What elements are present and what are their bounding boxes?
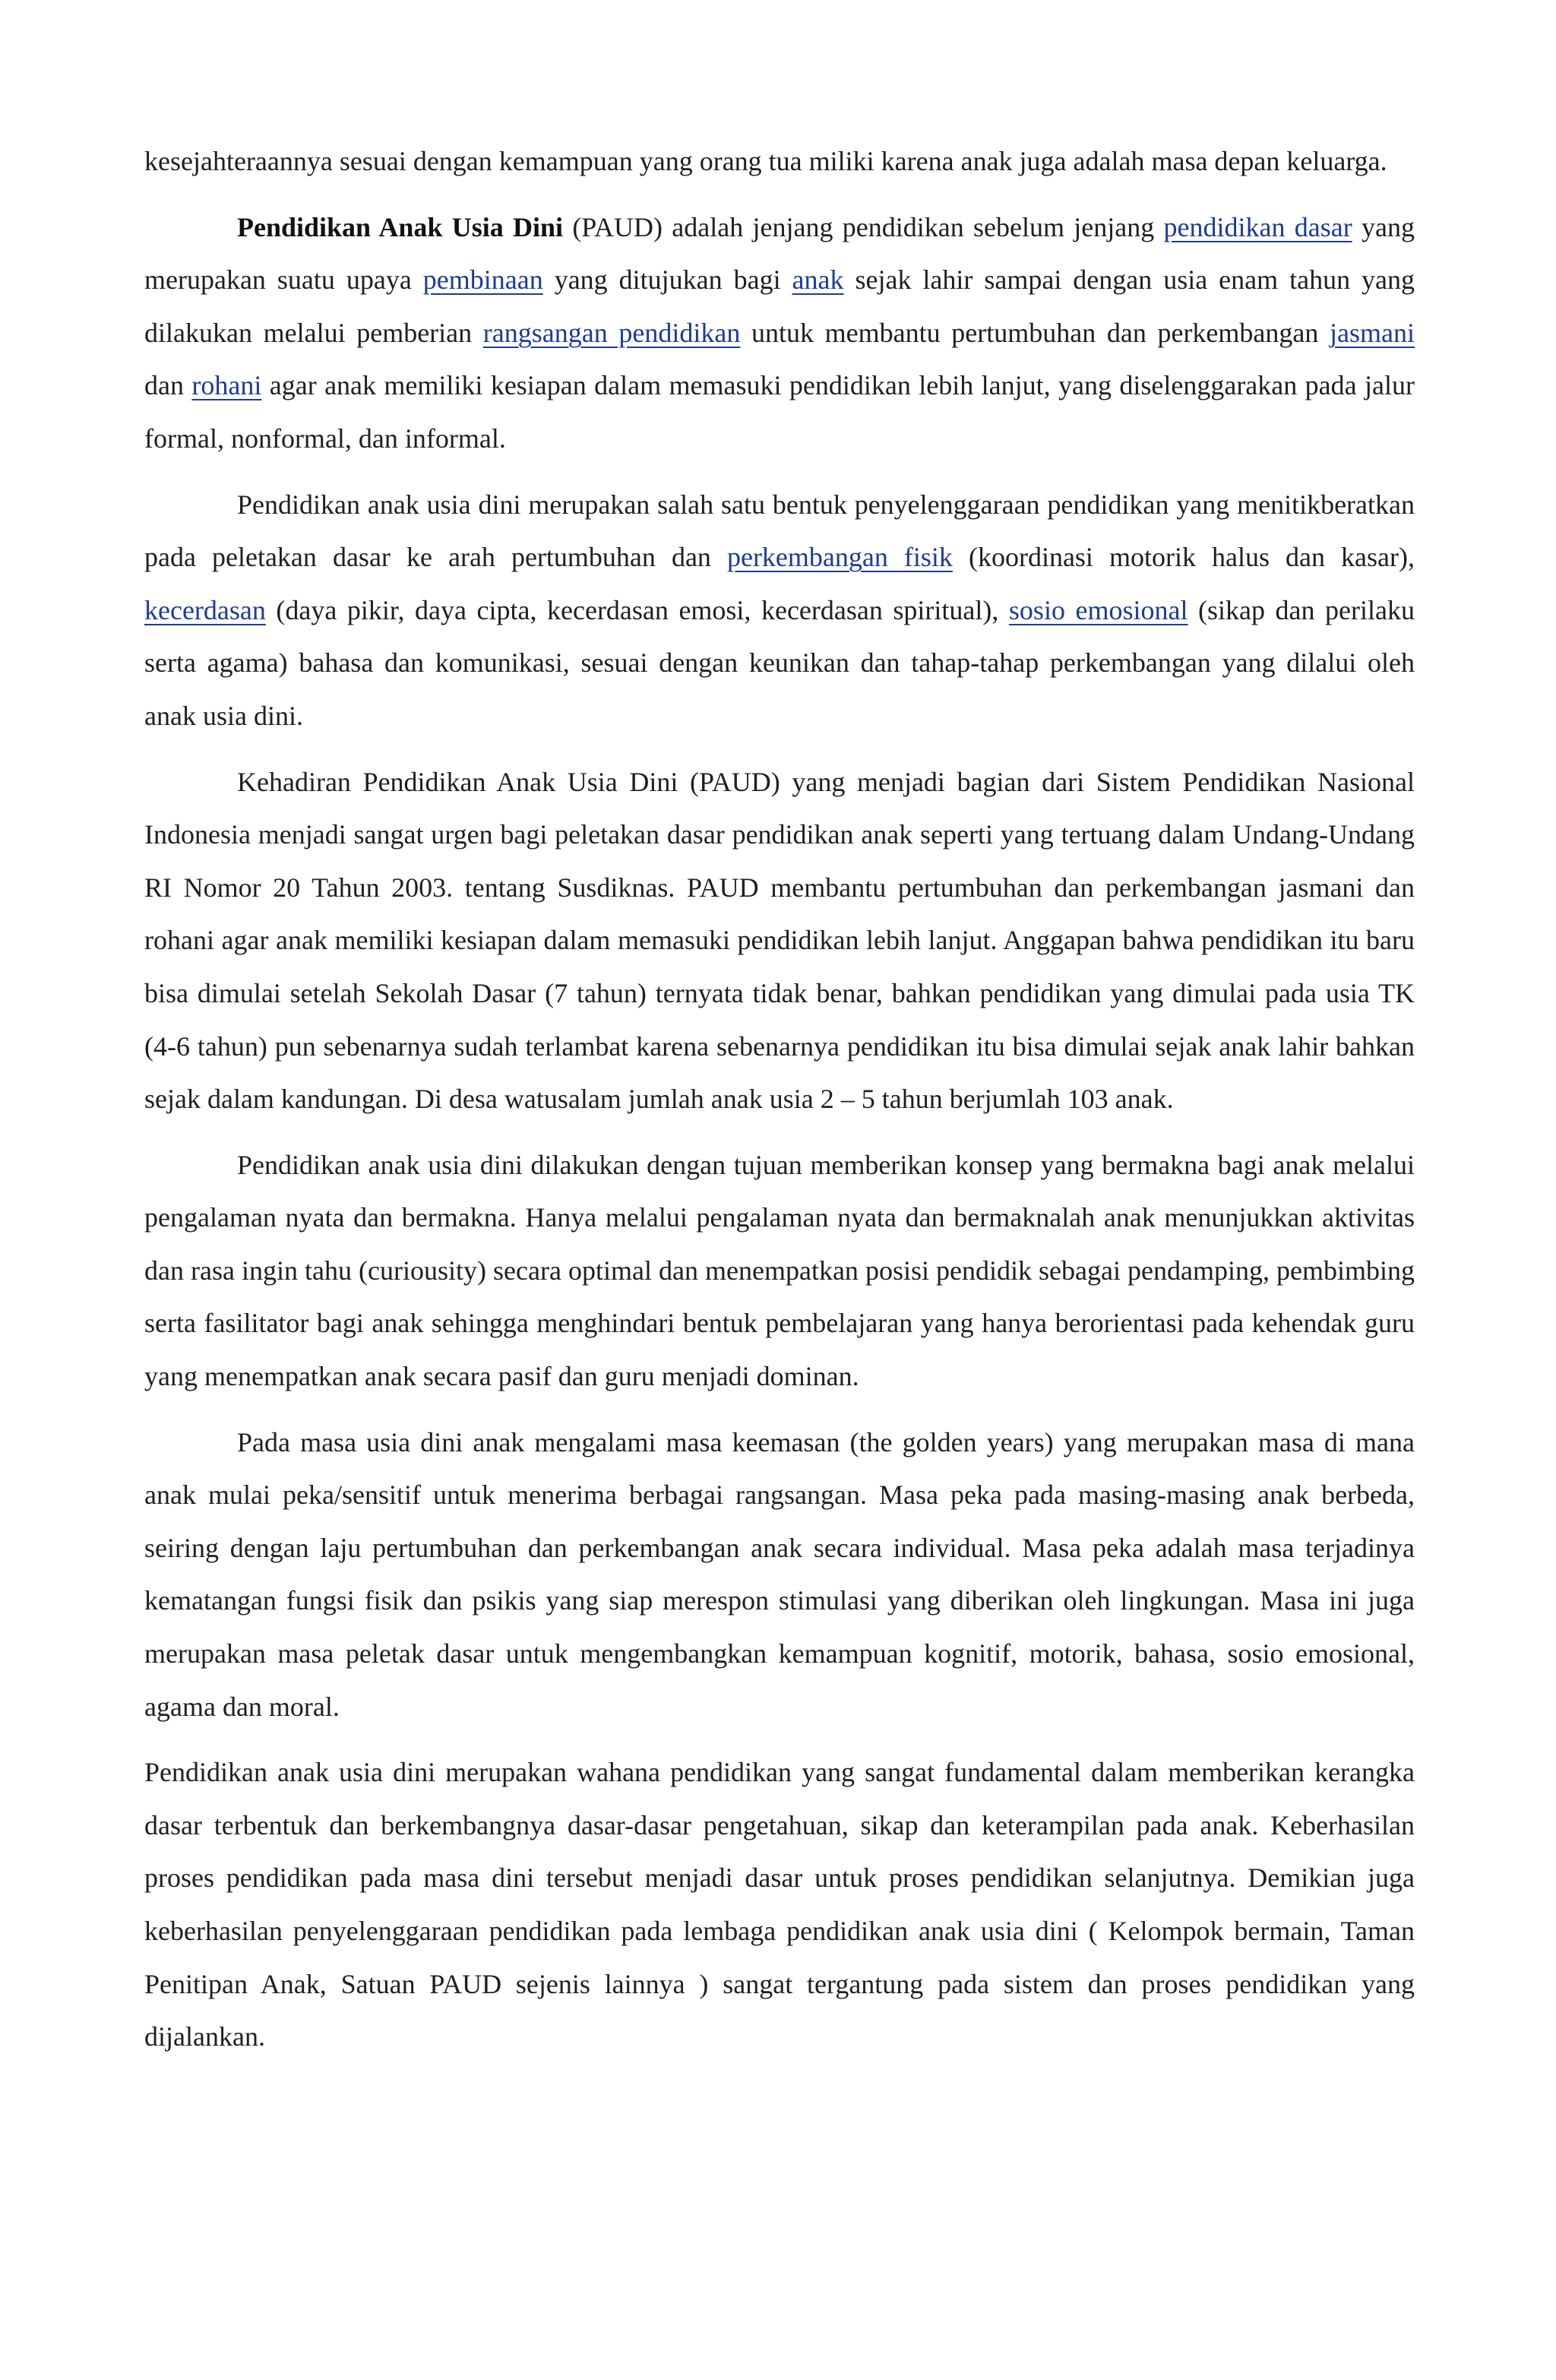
text-run: (sikap dan perilaku serta agama) bahasa dan komunikasi, sesuai dengan keunikan dan tahap-tahap perkembangan yang dilalui oleh anak usia dini. <box>144 594 1415 731</box>
link-rangsangan-pendidikan[interactable]: rangsangan pendidikan <box>482 317 741 348</box>
text-run: (daya pikir, daya cipta, kecerdasan emosi, kecerdasan spiritual), <box>265 594 1009 625</box>
text-run: yang ditujukan bagi <box>542 264 792 296</box>
paragraph-4 <box>144 756 1415 1126</box>
text-run: untuk membantu pertumbuhan dan perkembangan <box>740 317 1330 348</box>
document-body <box>144 135 1415 2064</box>
paragraph-2 <box>144 201 1415 466</box>
text-run: (koordinasi motorik halus dan kasar), <box>952 542 1415 573</box>
text-run: sejak lahir sampai dengan usia enam tahun yang dilakukan melalui pemberian <box>144 264 1415 348</box>
link-kecerdasan[interactable]: kecerdasan <box>144 594 266 625</box>
link-jasmani[interactable]: jasmani <box>1330 317 1415 348</box>
text-run: Pendidikan anak usia dini dilakukan dengan tujuan memberikan konsep yang bermakna bagi anak melalui pengalaman nyata dan bermakna. Hanya melalui pengalaman nyata dan bermaknalah anak menunjukkan aktivitas dan rasa ingin tahu (curiousity) secara optimal dan menempatkan posisi pendidik sebagai pendamping, pembimbing serta fasilitator bagi anak sehingga menghindari bentuk pembelajaran yang hanya berorientasi pada kehendak guru yang menempatkan anak secara pasif dan guru menjadi dominan. <box>144 1149 1415 1392</box>
text-run: Pendidikan anak usia dini merupakan salah satu bentuk penyelenggaraan pendidikan yang menitikberatkan pada peletakan dasar ke arah pertumbuhan dan <box>144 489 1415 573</box>
text-run: agar anak memiliki kesiapan dalam memasuki pendidikan lebih lanjut, yang diselenggarakan pada jalur formal, nonformal, dan informal. <box>144 370 1415 454</box>
link-rohani[interactable]: rohani <box>191 370 262 401</box>
link-pendidikan-dasar[interactable]: pendidikan dasar <box>1163 211 1352 242</box>
text-run: kesejahteraannya sesuai dengan kemampuan yang orang tua miliki karena anak juga adalah masa depan keluarga. <box>144 146 1387 176</box>
link-pembinaan[interactable]: pembinaan <box>422 264 543 296</box>
text-run: Pada masa usia dini anak mengalami masa keemasan (the golden years) yang merupakan masa di mana anak mulai peka/sensitif untuk menerima berbagai rangsangan. Masa peka pada masing-masing anak berbeda, seiring dengan laju pertumbuhan dan perkembangan anak secara individual. Masa peka adalah masa terjadinya kematangan fungsi fisik dan psikis yang siap merespon stimulasi yang diberikan oleh lingkungan. Masa ini juga merupakan masa peletak dasar untuk mengembangkan kemampuan kognitif, motorik, bahasa, sosio emosional, agama dan moral. <box>144 1426 1415 1722</box>
paragraph-6 <box>144 1416 1415 1734</box>
paragraph-7 <box>144 1746 1415 2064</box>
link-perkembangan-fisik[interactable]: perkembangan fisik <box>726 542 953 573</box>
text-run: Kehadiran Pendidikan Anak Usia Dini (PAUD) yang menjadi bagian dari Sistem Pendidikan Nasional Indonesia menjadi sangat urgen bagi peletakan dasar pendidikan anak seperti yang tertuang dalam Undang-Undang RI Nomor 20 Tahun 2003. tentang Susdiknas. PAUD membantu pertumbuhan dan perkembangan jasmani dan rohani agar anak memiliki kesiapan dalam memasuki pendidikan lebih lanjut. Anggapan bahwa pendidikan itu baru bisa dimulai setelah Sekolah Dasar (7 tahun) ternyata tidak benar, bahkan pendidikan yang dimulai pada usia TK (4-6 tahun) pun sebenarnya sudah terlambat karena sebenarnya pendidikan itu bisa dimulai sejak anak lahir bahkan sejak dalam kandungan. Di desa watusalam jumlah anak usia 2 – 5 tahun berjumlah 103 anak. <box>144 766 1415 1115</box>
text-run: (PAUD) adalah jenjang pendidikan sebelum jenjang <box>563 211 1164 242</box>
text-run: Pendidikan anak usia dini merupakan wahana pendidikan yang sangat fundamental dalam memberikan kerangka dasar terbentuk dan berkembangnya dasar-dasar pengetahuan, sikap dan keterampilan pada anak. Keberhasilan proses pendidikan pada masa dini tersebut menjadi dasar untuk proses pendidikan selanjutnya. Demikian juga keberhasilan penyelenggaraan pendidikan pada lembaga pendidikan anak usia dini ( Kelompok bermain, Taman Penitipan Anak, Satuan PAUD sejenis lainnya ) sangat tergantung pada sistem dan proses pendidikan yang dijalankan. <box>144 1757 1415 2052</box>
text-run: dan <box>144 370 192 401</box>
link-sosio-emosional[interactable]: sosio emosional <box>1008 594 1188 625</box>
bold-term: Pendidikan Anak Usia Dini <box>237 211 564 242</box>
paragraph-3 <box>144 479 1415 743</box>
paragraph-5 <box>144 1139 1415 1404</box>
link-anak[interactable]: anak <box>792 264 844 296</box>
paragraph-1 <box>144 135 1415 188</box>
text-run: yang merupakan suatu upaya <box>144 211 1415 296</box>
